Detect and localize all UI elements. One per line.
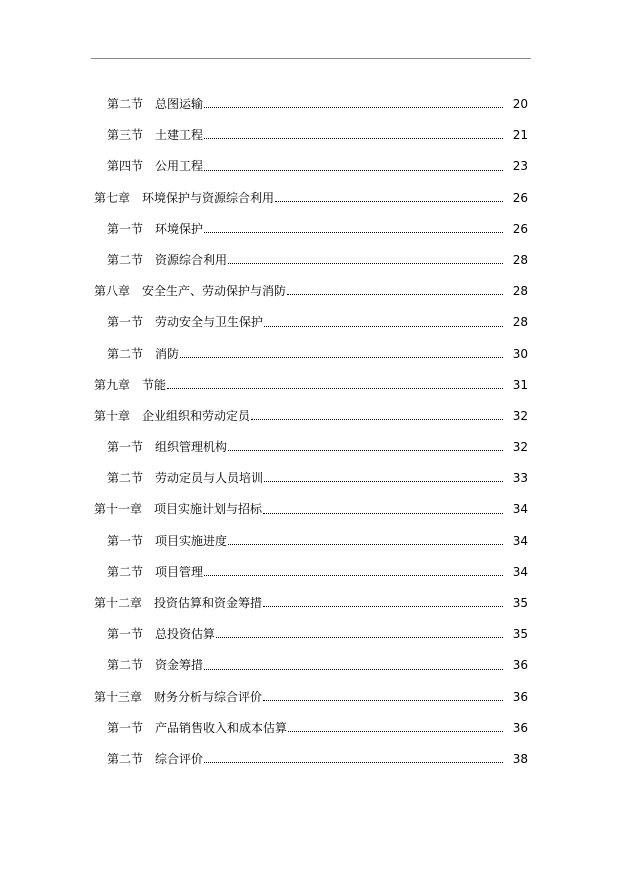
toc-page-number: 31	[512, 377, 528, 392]
section-label: 第二节	[107, 346, 144, 361]
dot-leader	[251, 418, 503, 420]
toc-entry-title: 组织管理机构	[155, 440, 228, 455]
toc-entry-text	[107, 557, 503, 588]
toc-entry-title: 公用工程	[155, 159, 204, 174]
toc-entry-text	[94, 494, 503, 525]
section-label: 第一节	[107, 440, 144, 455]
toc-entry-title: 安全生产、劳动保护与消防	[142, 284, 287, 299]
dot-leader	[264, 480, 503, 482]
toc-entry-text	[107, 463, 503, 494]
toc-entry[interactable]	[0, 245, 621, 276]
toc-page-number: 28	[512, 252, 528, 267]
section-label: 第一节	[107, 315, 144, 330]
toc-page-number: 20	[512, 97, 528, 111]
chapter-label: 第十一章	[94, 502, 143, 517]
toc-page-number: 38	[512, 751, 528, 766]
toc-entry[interactable]	[0, 619, 621, 650]
toc-page-number: 36	[512, 658, 528, 673]
dot-leader	[204, 169, 503, 171]
toc-entry-title: 资金筹措	[155, 658, 204, 673]
toc-entry-text	[94, 682, 503, 713]
dot-leader	[180, 356, 503, 358]
toc-entry[interactable]	[0, 339, 621, 370]
chapter-label: 第十三章	[94, 689, 143, 704]
toc-page-number: 34	[512, 502, 528, 517]
chapter-label: 第十章	[94, 408, 131, 423]
toc-entry-text	[107, 432, 503, 463]
dot-leader	[204, 231, 503, 233]
toc-entry-title: 项目实施进度	[155, 533, 228, 548]
toc-page-number: 35	[512, 596, 528, 610]
toc-entry[interactable]	[0, 432, 621, 463]
section-label: 第一节	[107, 221, 144, 236]
dot-leader	[216, 636, 503, 638]
toc-page-number: 36	[512, 689, 528, 704]
dot-leader	[228, 449, 503, 451]
toc-page-number: 33	[512, 471, 528, 486]
toc-page-number: 21	[512, 128, 528, 143]
toc-entry[interactable]	[0, 370, 621, 401]
toc-entry[interactable]	[0, 526, 621, 557]
toc-entry-title: 节能	[142, 377, 167, 392]
toc-entry-text	[107, 744, 503, 775]
toc-entry-text	[107, 151, 503, 182]
header-rule	[91, 58, 531, 59]
toc-entry-text	[94, 370, 503, 401]
toc-entry-text	[107, 89, 503, 120]
dot-leader	[263, 512, 503, 514]
toc-entry-text	[107, 120, 503, 151]
dot-leader	[167, 387, 503, 389]
toc-entry-title: 综合评价	[155, 751, 204, 766]
dot-leader	[263, 699, 503, 701]
toc-entry-title: 总图运输	[155, 97, 204, 111]
toc-page-number: 28	[512, 315, 528, 330]
toc-entry-title: 产品销售收入和成本估算	[155, 720, 288, 735]
toc-entry[interactable]	[0, 183, 621, 214]
dot-leader	[287, 293, 503, 295]
section-label: 第二节	[107, 751, 144, 766]
toc-entry[interactable]	[0, 557, 621, 588]
toc-entry[interactable]	[0, 307, 621, 338]
toc-page-number: 26	[512, 190, 528, 205]
toc-entry-text	[107, 245, 503, 276]
toc-entry-text	[94, 588, 503, 619]
toc-entry-text	[107, 619, 503, 650]
dot-leader	[263, 605, 503, 607]
section-label: 第三节	[107, 128, 144, 143]
chapter-label: 第七章	[94, 190, 131, 205]
dot-leader	[228, 543, 503, 545]
toc-entry[interactable]	[0, 276, 621, 307]
chapter-label: 第九章	[94, 377, 131, 392]
toc-entry[interactable]	[0, 713, 621, 744]
dot-leader	[288, 730, 503, 732]
dot-leader	[264, 325, 503, 327]
toc-page-number: 26	[512, 221, 528, 236]
toc-entry[interactable]	[0, 214, 621, 245]
toc-entry-title: 项目实施计划与招标	[154, 502, 263, 517]
toc-entry[interactable]	[0, 650, 621, 681]
toc-entry-text	[107, 339, 503, 370]
toc-page-number: 35	[512, 627, 528, 642]
dot-leader	[275, 200, 503, 202]
toc-entry-title: 环境保护与资源综合利用	[142, 190, 275, 205]
table-of-contents	[0, 89, 621, 775]
toc-entry-title: 企业组织和劳动定员	[142, 408, 251, 423]
toc-page-number: 34	[512, 564, 528, 579]
dot-leader	[228, 262, 503, 264]
toc-page-number: 34	[512, 533, 528, 548]
toc-entry-title: 劳动安全与卫生保护	[155, 315, 264, 330]
dot-leader	[204, 574, 503, 576]
dot-leader	[204, 137, 503, 139]
toc-page-number: 32	[512, 440, 528, 455]
toc-entry-title: 总投资估算	[155, 627, 216, 642]
toc-page-number: 32	[512, 408, 528, 423]
toc-entry-title: 财务分析与综合评价	[154, 689, 263, 704]
toc-entry-text	[107, 526, 503, 557]
toc-entry-text	[94, 183, 503, 214]
toc-entry-text	[107, 650, 503, 681]
section-label: 第二节	[107, 97, 144, 111]
section-label: 第二节	[107, 564, 144, 579]
section-label: 第四节	[107, 159, 144, 174]
toc-entry[interactable]	[0, 682, 621, 713]
toc-page-number: 28	[512, 284, 528, 299]
toc-entry[interactable]	[0, 588, 621, 619]
dot-leader	[204, 106, 503, 108]
toc-entry[interactable]	[0, 494, 621, 525]
dot-leader	[204, 668, 503, 670]
toc-entry[interactable]	[0, 463, 621, 494]
toc-entry-title: 劳动定员与人员培训	[155, 471, 264, 486]
toc-entry-text	[107, 214, 503, 245]
toc-entry[interactable]	[0, 401, 621, 432]
dot-leader	[204, 761, 503, 763]
chapter-label: 第十二章	[94, 596, 143, 610]
toc-entry-title: 资源综合利用	[155, 252, 228, 267]
section-label: 第一节	[107, 627, 144, 642]
section-label: 第二节	[107, 471, 144, 486]
toc-page-number: 23	[512, 159, 528, 174]
section-label: 第一节	[107, 533, 144, 548]
toc-entry-text	[94, 276, 503, 307]
toc-page-number: 30	[512, 346, 528, 361]
toc-entry[interactable]	[0, 120, 621, 151]
toc-entry-text	[107, 713, 503, 744]
toc-page-number: 36	[512, 720, 528, 735]
toc-entry-title: 环境保护	[155, 221, 204, 236]
toc-entry-title: 项目管理	[155, 564, 204, 579]
toc-entry[interactable]	[0, 151, 621, 182]
toc-entry-title: 投资估算和资金筹措	[154, 596, 263, 610]
toc-entry-title: 土建工程	[155, 128, 204, 143]
toc-entry[interactable]	[0, 744, 621, 775]
chapter-label: 第八章	[94, 284, 131, 299]
section-label: 第二节	[107, 658, 144, 673]
toc-entry-text	[107, 307, 503, 338]
toc-entry-title: 消防	[155, 346, 180, 361]
section-label: 第二节	[107, 252, 144, 267]
toc-entry-text	[94, 401, 503, 432]
toc-entry[interactable]	[0, 89, 621, 120]
section-label: 第一节	[107, 720, 144, 735]
